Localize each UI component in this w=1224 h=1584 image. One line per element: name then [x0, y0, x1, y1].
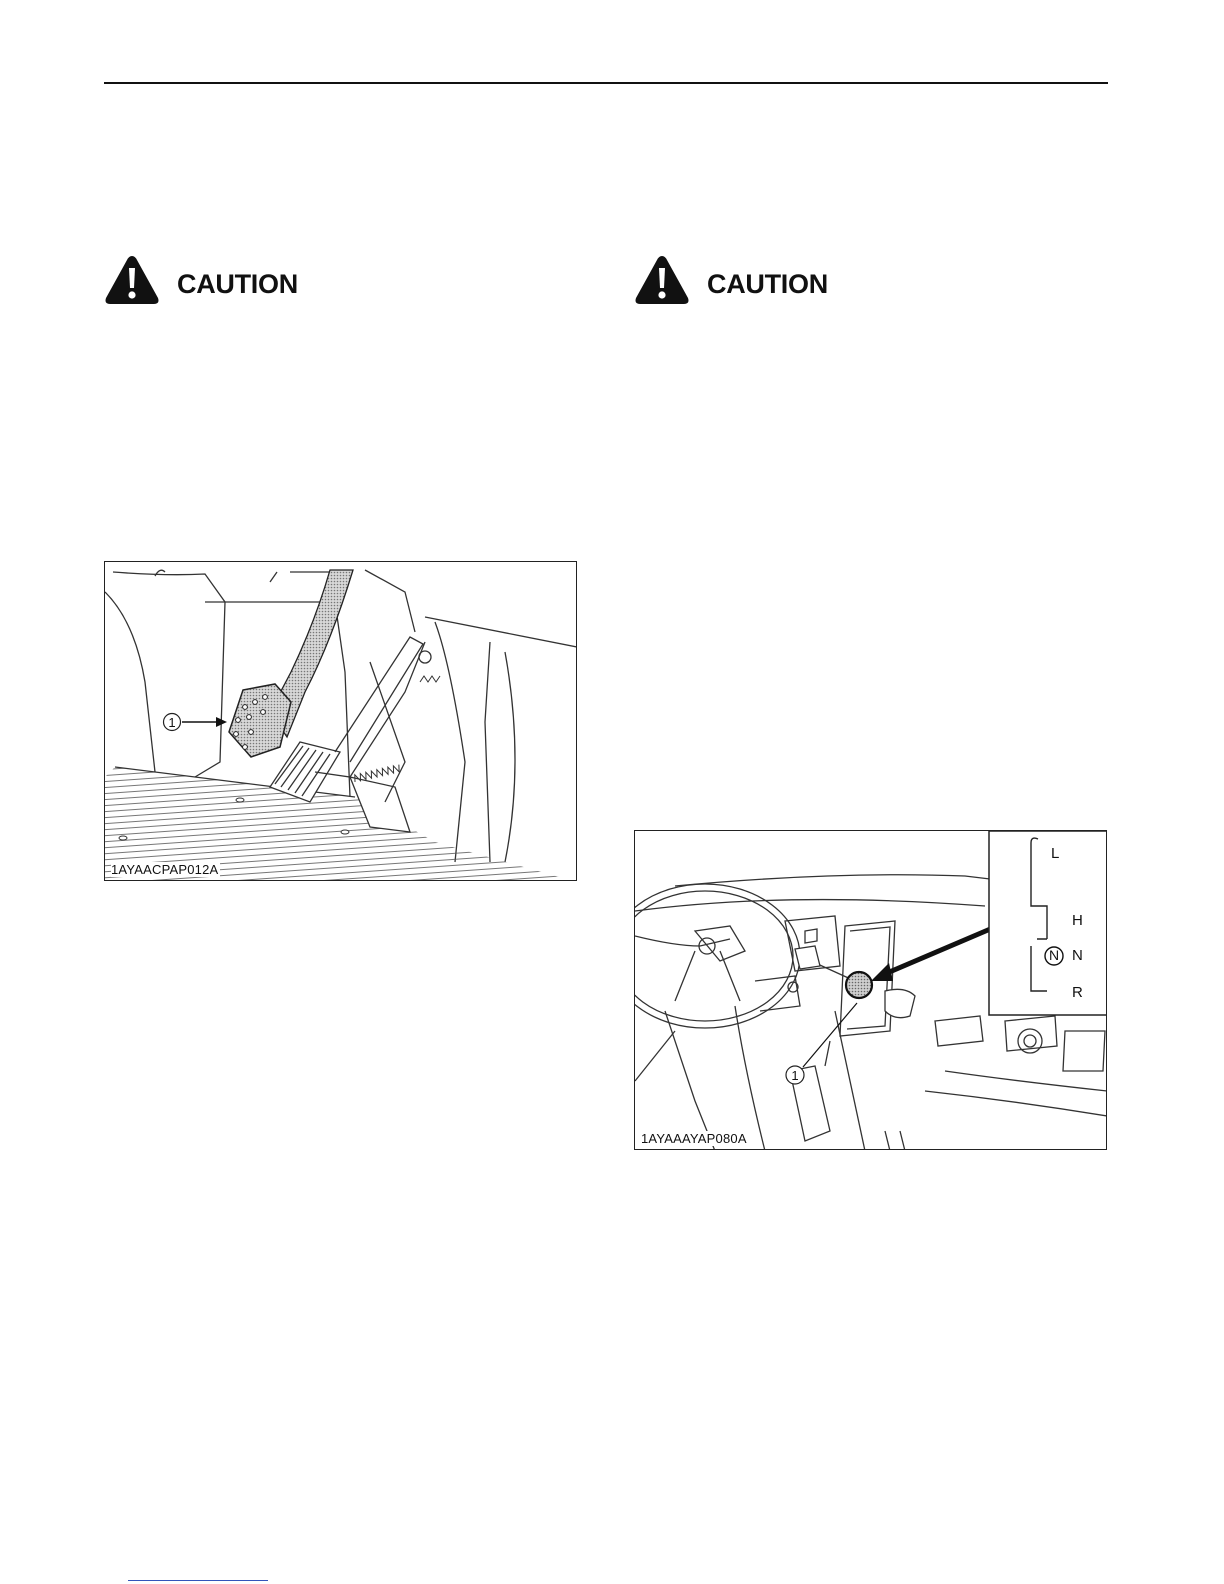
range-lever-figure [634, 830, 1107, 1150]
caution-label: CAUTION [707, 268, 828, 299]
gate-label-l: L [1051, 845, 1060, 862]
header-rule [104, 82, 1108, 84]
warning-triangle-icon [104, 254, 160, 306]
gate-label-r: R [1072, 984, 1083, 1001]
gate-label-h: H [1072, 912, 1083, 929]
caution-heading-right [634, 252, 828, 308]
caution-heading-left [104, 252, 298, 308]
figure-code: 1AYAACPAP012A [111, 862, 219, 877]
caution-label: CAUTION [177, 268, 298, 299]
gate-label-n: N [1072, 947, 1083, 964]
gate-label-n-selected: N [1049, 947, 1060, 963]
svg-text:1: 1 [168, 715, 176, 730]
footer-link-underline[interactable] [128, 1580, 268, 1581]
warning-triangle-icon [634, 254, 690, 306]
range-lever-illustration [635, 831, 1107, 1150]
brake-pedal-illustration [105, 562, 577, 881]
svg-text:1: 1 [791, 1068, 799, 1083]
figure-code: 1AYAAAYAP080A [641, 1131, 747, 1146]
brake-pedal-figure [104, 561, 577, 881]
